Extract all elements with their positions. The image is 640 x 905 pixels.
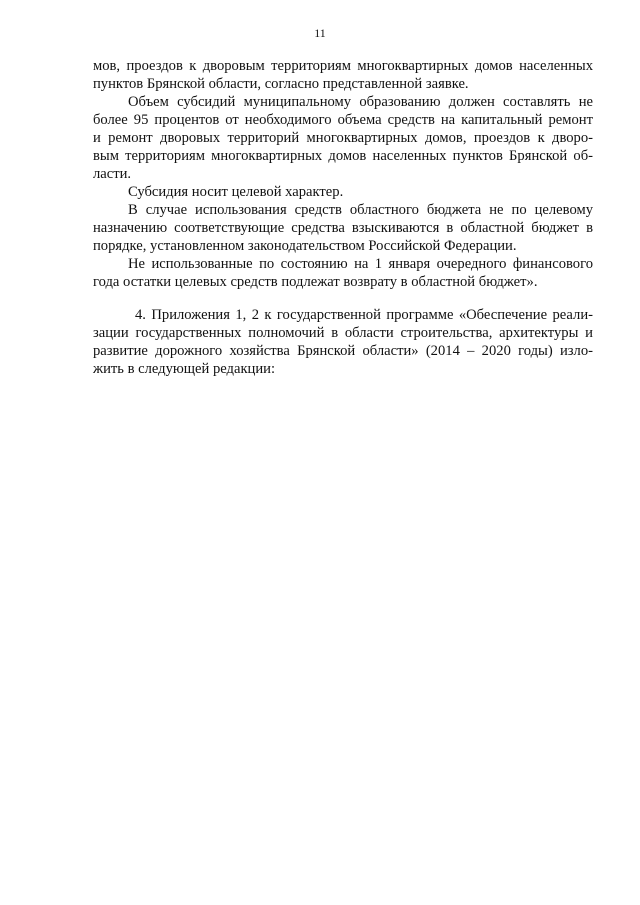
text-line: Субсидия носит целевой характер. (128, 184, 344, 200)
text-line: пунктов Брянской области, согласно представленной заявке. (93, 76, 469, 92)
text-line: зации государственных полномочий в области строительства, архитектуры и (93, 325, 593, 341)
text-line: и ремонт дворовых территорий многоквартирных домов, проездов к дворо- (93, 130, 593, 146)
text-line: года остатки целевых средств подлежат возврату в областной бюджет». (93, 274, 538, 290)
page-number: 11 (314, 26, 326, 40)
text-line: Объем субсидий муниципальному образованию должен составлять не (128, 94, 593, 110)
text-line: вым территориям многоквартирных домов населенных пунктов Брянской об- (93, 148, 593, 164)
text-line: жить в следующей редакции: (93, 361, 276, 377)
text-line: ласти. (93, 166, 132, 182)
text-line: более 95 процентов от необходимого объема средств на капитальный ремонт (93, 112, 593, 128)
text-line: мов, проездов к дворовым территориям многоквартирных домов населенных (93, 58, 593, 74)
text-line: назначению соответствующие средства взыскиваются в областной бюджет в (93, 220, 593, 236)
text-line: развитие дорожного хозяйства Брянской области» (2014 – 2020 годы) изло- (93, 343, 593, 359)
text-line: 4. Приложения 1, 2 к государственной программе «Обеспечение реали- (135, 307, 593, 323)
text-line: порядке, установленном законодательством Российской Федерации. (93, 238, 517, 254)
text-line: В случае использования средств областного бюджета не по целевому (128, 202, 593, 218)
text-line: Не использованные по состоянию на 1 января очередного финансового (128, 256, 593, 272)
